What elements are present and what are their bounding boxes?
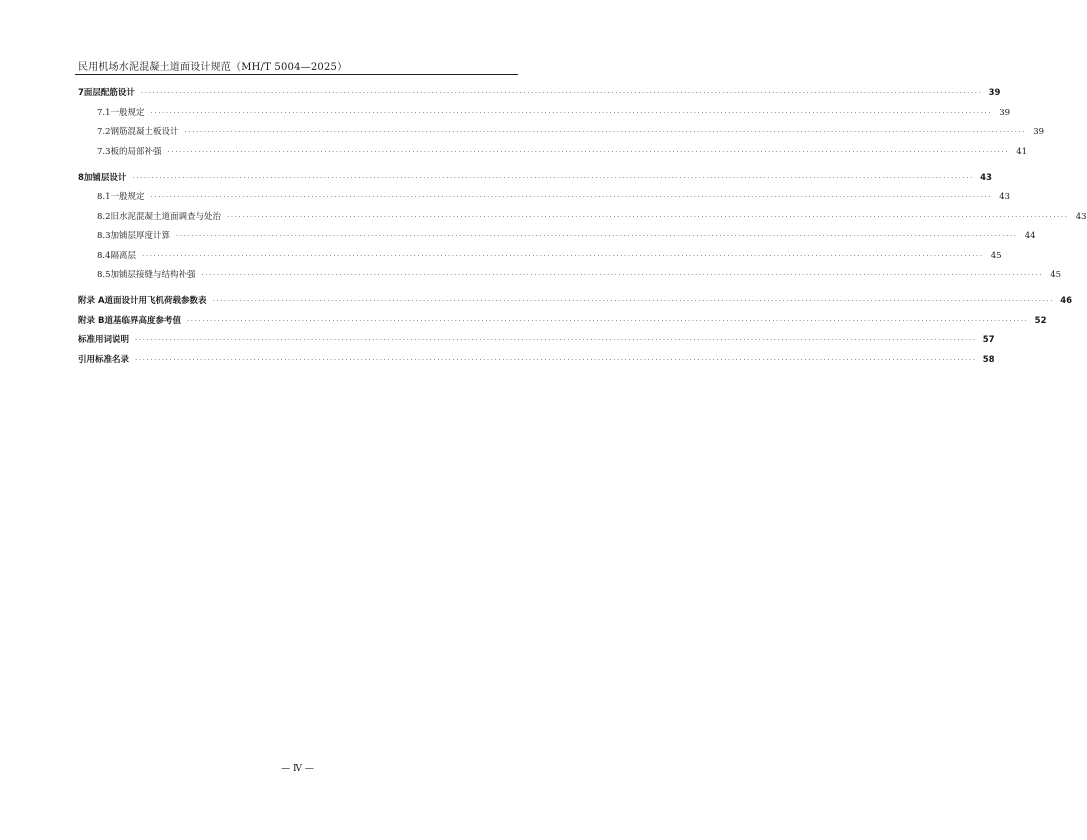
page-number: — Ⅳ — xyxy=(281,764,314,774)
toc-entry-number: 7.1 xyxy=(97,107,111,118)
toc-dot-leader: ···························································································································································································································· xyxy=(142,251,984,260)
toc-entry-number: 8.2 xyxy=(97,211,111,222)
toc-entry-title: 引用标准名录 xyxy=(78,354,130,365)
toc-chapter-entry[interactable] xyxy=(78,333,995,353)
toc-entry-page: 46 xyxy=(1060,296,1073,306)
toc-entry-number: 8 xyxy=(78,172,84,183)
toc-dot-leader: ···························································································································································································································· xyxy=(135,355,977,364)
toc-chapter-entry[interactable] xyxy=(78,86,1001,106)
toc-chapter-entry[interactable] xyxy=(78,353,995,373)
toc-dot-leader: ···························································································································································································································· xyxy=(150,108,993,117)
toc-dot-leader: ···························································································································································································································· xyxy=(186,316,1029,325)
toc-entry-title: 道基临界高度参考值 xyxy=(104,315,181,326)
toc-entry-number: 8.1 xyxy=(97,192,111,202)
toc-section-entry[interactable] xyxy=(78,249,1002,269)
toc-entry-page: 52 xyxy=(1034,315,1047,326)
toc-entry-page: 39 xyxy=(988,88,1001,98)
toc-entry-title: 钢筋混凝土板设计 xyxy=(110,127,179,137)
toc-dot-leader: ···························································································································································································································· xyxy=(140,89,983,97)
toc-entry-number: 7 xyxy=(78,88,84,98)
toc-entry-number: 8.5 xyxy=(97,270,111,280)
toc-entry-page: 39 xyxy=(1033,127,1045,137)
toc-chapter-entry[interactable] xyxy=(78,294,1073,314)
toc-entry-page: 58 xyxy=(982,354,995,365)
running-header: 民用机场水泥混凝土道面设计规范（MH/T 5004—2025） xyxy=(78,62,348,73)
table-of-contents xyxy=(78,86,1087,372)
toc-entry-title: 一般规定 xyxy=(110,192,145,202)
toc-entry-title: 标准用词说明 xyxy=(78,335,130,345)
toc-entry-page: 43 xyxy=(999,192,1011,202)
toc-section-entry[interactable] xyxy=(78,229,1036,249)
toc-chapter-entry[interactable] xyxy=(78,171,992,191)
toc-entry-title: 旧水泥混凝土道面调查与处治 xyxy=(110,211,222,222)
toc-entry-page: 43 xyxy=(980,172,992,183)
toc-entry-page: 43 xyxy=(1075,211,1087,222)
toc-dot-leader: ···························································································································································································································· xyxy=(212,297,1055,305)
toc-entry-page: 45 xyxy=(990,250,1002,261)
toc-section-entry[interactable] xyxy=(78,145,1028,165)
toc-section-entry[interactable] xyxy=(78,210,1087,230)
toc-entry-title: 加铺层厚度计算 xyxy=(110,231,171,241)
toc-dot-leader: ···························································································································································································································· xyxy=(176,232,1018,240)
toc-entry-number: 8.3 xyxy=(97,231,111,241)
toc-entry-page: 44 xyxy=(1024,231,1036,241)
toc-entry-title: 加铺层接缝与结构补强 xyxy=(110,270,196,280)
toc-dot-leader: ···························································································································································································································· xyxy=(132,173,974,182)
toc-entry-title: 道面设计用飞机荷载参数表 xyxy=(104,296,207,306)
toc-dot-leader: ···························································································································································································································· xyxy=(227,212,1069,221)
toc-entry-number: 8.4 xyxy=(97,250,111,261)
toc-dot-leader: ···························································································································································································································· xyxy=(150,193,993,201)
toc-entry-number: 附录 B xyxy=(78,315,105,326)
toc-section-entry[interactable] xyxy=(78,268,1062,288)
toc-dot-leader: ···························································································································································································································· xyxy=(135,336,977,344)
toc-entry-page: 45 xyxy=(1050,270,1062,280)
toc-entry-number: 7.2 xyxy=(97,127,111,137)
toc-entry-page: 41 xyxy=(1016,146,1028,157)
toc-dot-leader: ···························································································································································································································· xyxy=(167,147,1010,156)
toc-entry-title: 隔离层 xyxy=(110,250,137,261)
toc-entry-title: 加铺层设计 xyxy=(83,172,127,183)
toc-section-entry[interactable] xyxy=(78,106,1011,126)
toc-entry-title: 面层配筋设计 xyxy=(83,88,135,98)
header-rule xyxy=(75,74,518,75)
toc-section-entry[interactable] xyxy=(78,190,1011,210)
toc-entry-title: 一般规定 xyxy=(110,107,145,118)
toc-entry-page: 39 xyxy=(999,107,1011,118)
toc-entry-page: 57 xyxy=(982,335,995,345)
toc-entry-title: 板的局部补强 xyxy=(110,146,162,157)
toc-dot-leader: ···························································································································································································································· xyxy=(201,271,1044,279)
toc-dot-leader: ···························································································································································································································· xyxy=(184,128,1027,136)
toc-section-entry[interactable] xyxy=(78,125,1045,145)
toc-entry-number: 7.3 xyxy=(97,146,111,157)
toc-chapter-entry[interactable] xyxy=(78,314,1047,334)
toc-entry-number: 附录 A xyxy=(78,296,105,306)
